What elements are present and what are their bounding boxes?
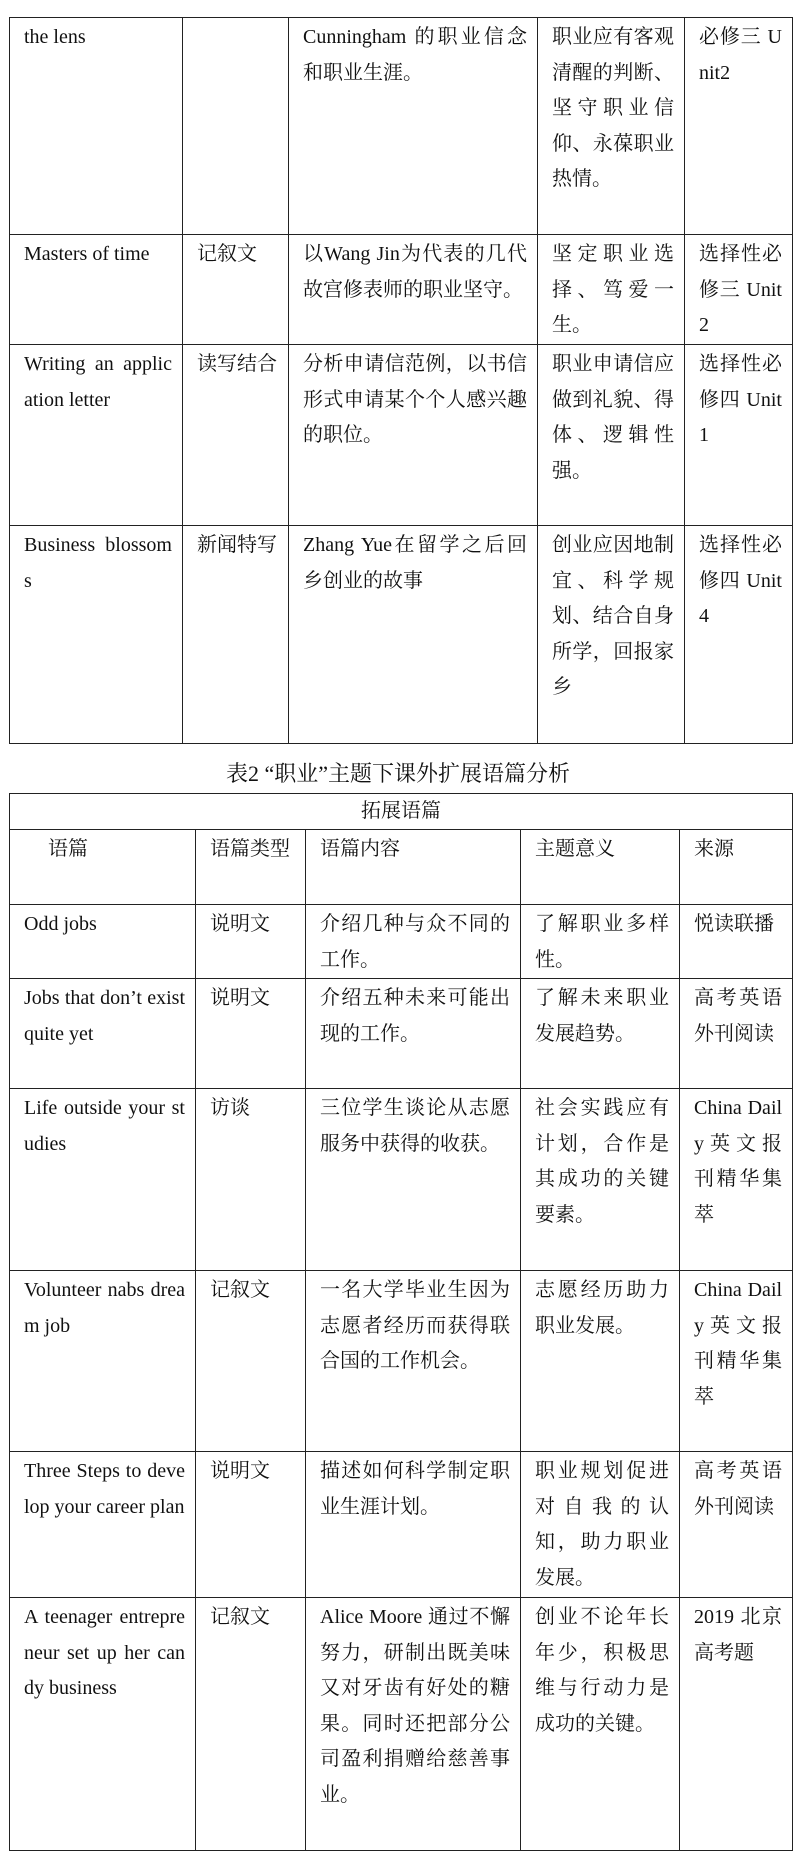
cell-theme: 社会实践应有计划，合作是其成功的关键要素。	[521, 1089, 680, 1271]
cell-title: Masters of time	[10, 235, 183, 345]
cell-content: Alice Moore 通过不懈努力，研制出既美味又对牙齿有好处的糖果。同时还把部分公司盈利捐赠给慈善事业。	[306, 1598, 521, 1851]
cell-content: 一名大学毕业生因为志愿者经历而获得联合国的工作机会。	[306, 1271, 521, 1452]
section-header-row	[10, 794, 793, 830]
cell-genre: 记叙文	[183, 235, 289, 345]
cell-source: 高考英语外刊阅读	[680, 1452, 793, 1598]
table-row	[10, 1452, 793, 1598]
cell-genre: 记叙文	[196, 1598, 306, 1851]
table-row	[10, 905, 793, 979]
cell-theme: 职业应有客观清醒的判断、坚守职业信仰、永葆职业热情。	[538, 18, 685, 235]
curriculum-text-table	[9, 17, 793, 744]
cell-source: 选择性必修三 Unit2	[685, 235, 793, 345]
cell-theme: 了解职业多样性。	[521, 905, 680, 979]
cell-content: 描述如何科学制定职业生涯计划。	[306, 1452, 521, 1598]
cell-content: 介绍几种与众不同的工作。	[306, 905, 521, 979]
table-row	[10, 18, 793, 235]
cell-genre: 说明文	[196, 1452, 306, 1598]
header-row	[10, 830, 793, 905]
cell-title: Odd jobs	[10, 905, 196, 979]
cell-source: 2019 北京高考题	[680, 1598, 793, 1851]
header-title: 语篇	[10, 830, 196, 905]
header-genre: 语篇类型	[196, 830, 306, 905]
cell-genre: 说明文	[196, 979, 306, 1089]
cell-source: China Daily英文报刊精华集萃	[680, 1089, 793, 1271]
table-row	[10, 1089, 793, 1271]
section-header: 拓展语篇	[10, 794, 793, 830]
table-row	[10, 235, 793, 345]
cell-theme: 了解未来职业发展趋势。	[521, 979, 680, 1089]
cell-source: 悦读联播	[680, 905, 793, 979]
cell-title: Life outside your studies	[10, 1089, 196, 1271]
cell-theme: 创业不论年长年少，积极思维与行动力是成功的关键。	[521, 1598, 680, 1851]
cell-source: China Daily英文报刊精华集萃	[680, 1271, 793, 1452]
cell-content: Cunningham 的职业信念和职业生涯。	[289, 18, 538, 235]
cell-genre: 访谈	[196, 1089, 306, 1271]
header-content: 语篇内容	[306, 830, 521, 905]
cell-genre: 新闻特写	[183, 526, 289, 744]
cell-theme: 职业申请信应做到礼貌、得体、逻辑性强。	[538, 345, 685, 526]
cell-title: Writing an application letter	[10, 345, 183, 526]
cell-source: 选择性必修四 Unit 1	[685, 345, 793, 526]
cell-title: Business blossoms	[10, 526, 183, 744]
table-row	[10, 1598, 793, 1851]
cell-genre: 读写结合	[183, 345, 289, 526]
cell-theme: 志愿经历助力职业发展。	[521, 1271, 680, 1452]
cell-genre: 记叙文	[196, 1271, 306, 1452]
cell-content: 三位学生谈论从志愿服务中获得的收获。	[306, 1089, 521, 1271]
header-source: 来源	[680, 830, 793, 905]
cell-title: Three Steps to develop your career plan	[10, 1452, 196, 1598]
table-caption: 表2 “职业”主题下课外扩展语篇分析	[225, 761, 571, 786]
cell-genre	[183, 18, 289, 235]
cell-content: 分析申请信范例，以书信形式申请某个个人感兴趣的职位。	[289, 345, 538, 526]
header-theme: 主题意义	[521, 830, 680, 905]
cell-title: A teenager entrepreneur set up her candy business	[10, 1598, 196, 1851]
cell-genre: 说明文	[196, 905, 306, 979]
cell-content: 介绍五种未来可能出现的工作。	[306, 979, 521, 1089]
table-row	[10, 1271, 793, 1452]
table-row	[10, 979, 793, 1089]
cell-theme: 坚定职业选择、笃爱一生。	[538, 235, 685, 345]
cell-theme: 职业规划促进对自我的认知，助力职业发展。	[521, 1452, 680, 1598]
cell-source: 选择性必修四 Unit 4	[685, 526, 793, 744]
cell-title: Volunteer nabs dream job	[10, 1271, 196, 1452]
cell-title: Jobs that don’t exist quite yet	[10, 979, 196, 1089]
cell-content: 以Wang Jin为代表的几代故宫修表师的职业坚守。	[289, 235, 538, 345]
cell-title: the lens	[10, 18, 183, 235]
cell-source: 高考英语外刊阅读	[680, 979, 793, 1089]
extension-text-table	[9, 793, 793, 1851]
cell-theme: 创业应因地制宜、科学规划、结合自身所学，回报家乡	[538, 526, 685, 744]
table-row	[10, 526, 793, 744]
cell-content: Zhang Yue在留学之后回乡创业的故事	[289, 526, 538, 744]
cell-source: 必修三 Unit2	[685, 18, 793, 235]
table-row	[10, 345, 793, 526]
